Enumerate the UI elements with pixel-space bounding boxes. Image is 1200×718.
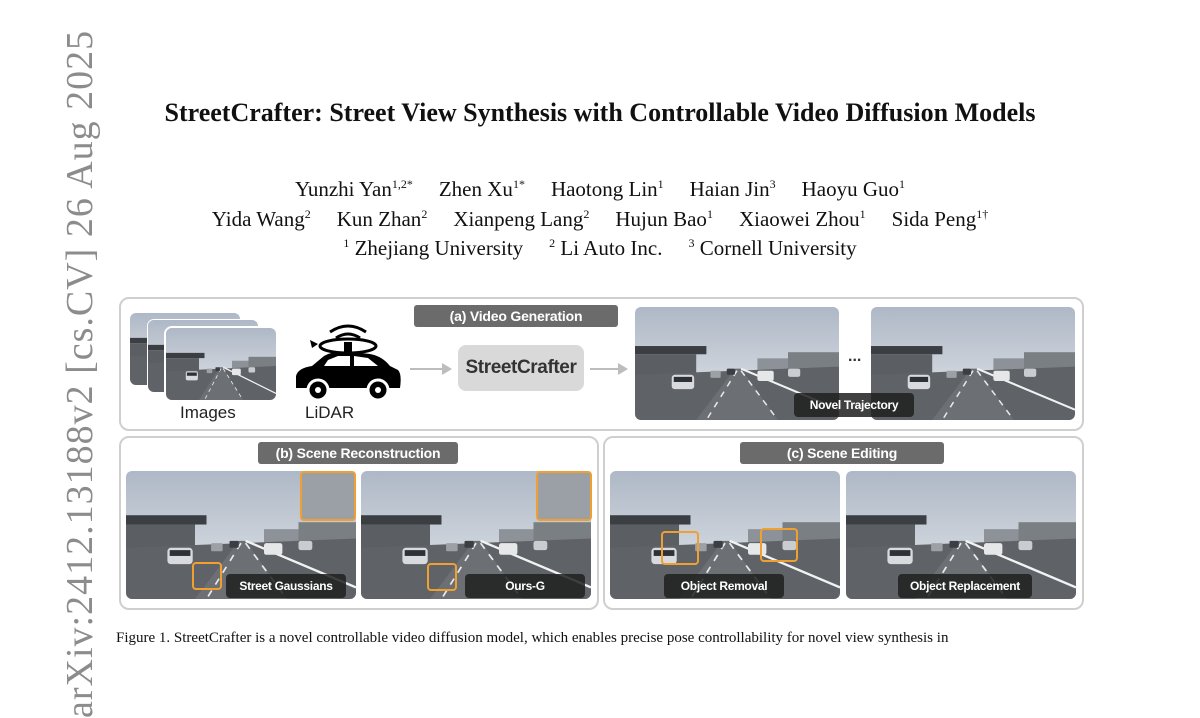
arrow-to-model <box>410 368 450 370</box>
paper-title: StreetCrafter: Street View Synthesis with Controllable Video Diffusion Models <box>164 98 1036 127</box>
novel-trajectory-tag: Novel Trajectory <box>794 393 914 417</box>
panel-b-title: (b) Scene Reconstruction <box>258 442 458 464</box>
authors-row-2 <box>0 207 1200 232</box>
panel-c-title: (c) Scene Editing <box>740 442 944 464</box>
removal-box-1 <box>661 531 699 565</box>
author-1: Zhen $Xu^{1*}$ <box>438 177 525 201</box>
affiliation-0: $^1$ Zhejiang University <box>343 236 524 260</box>
authors-row-1 <box>0 177 1200 202</box>
zoom-box-left-inset <box>300 471 356 521</box>
ours-g-tag: Ours-G <box>465 574 585 598</box>
author-r2-1: Kun Zhan$^2$ <box>336 207 428 231</box>
object-replacement-tag: Object Replacement <box>898 574 1032 598</box>
input-image-front <box>166 328 276 400</box>
removal-box-2 <box>760 528 798 562</box>
author-r2-0: Yida Wang$^2$ <box>211 207 311 231</box>
images-label: Images <box>180 403 236 422</box>
author-3: Haian Jin$^3$ <box>689 177 776 201</box>
author-4: Haoyu Guo$^1$ <box>801 177 905 201</box>
author-r2-4: Xiaowei Zhou$^1$ <box>738 207 866 231</box>
frames-ellipsis: ... <box>848 348 862 365</box>
streetcrafter-model-box: StreetCrafter <box>458 345 584 391</box>
zoom-box-right-region <box>427 563 457 591</box>
author-r2-3: Hujun Bao$^1$ <box>615 207 713 231</box>
arxiv-side-stamp: arXiv:2412.13188v2 [cs.CV] 26 Aug 2025 <box>59 29 101 718</box>
author-r2-2: Xianpeng Lang$^2$ <box>453 207 590 231</box>
lidar-car-icon <box>290 316 402 404</box>
object-removal-tag: Object Removal <box>664 574 784 598</box>
affiliation-1: $^2$ Li Auto Inc. <box>549 236 663 260</box>
affiliations-row <box>0 236 1200 261</box>
zoom-box-right-inset <box>536 471 592 521</box>
author-0: Yunzhi Yan$^{1,2*}$ <box>295 177 413 201</box>
figure-caption: Figure 1. StreetCrafter is a novel controllable video diffusion model, which enables precise pose controllability for novel view synthesis in <box>116 630 949 646</box>
affiliation-2: $^3$ Cornell University <box>688 236 857 260</box>
street-gaussians-tag: Street Gaussians <box>226 574 346 598</box>
arrow-to-output <box>590 368 626 370</box>
author-2: Haotong Lin$^1$ <box>550 177 664 201</box>
author-r2-5: Sida Peng$^{1\dagger}$ <box>891 207 989 231</box>
zoom-box-left-region <box>192 562 222 590</box>
panel-a-title: (a) Video Generation <box>414 305 618 327</box>
lidar-label: LiDAR <box>305 403 355 422</box>
